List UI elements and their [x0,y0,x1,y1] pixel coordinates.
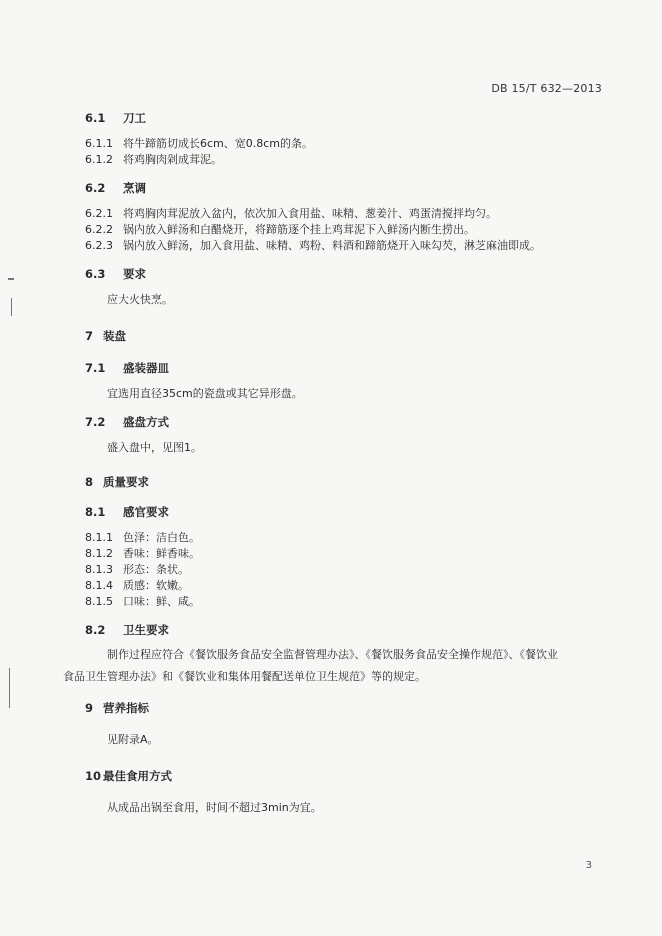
clause: 8.1.4 质感：软嫩。 [85,579,189,592]
paragraph: 应大火快烹。 [107,293,173,306]
clause: 8.1.2 香味：鲜香味。 [85,547,200,560]
chapter-heading: 10 最佳食用方式 [85,769,172,783]
section-heading: 8.1 感官要求 [85,505,169,519]
paragraph: 盛入盘中，见图1。 [107,441,202,454]
section-heading: 7.1 盛装器皿 [85,361,169,375]
section-heading: 6.2 烹调 [85,181,146,195]
clause: 6.2.1 将鸡胸肉茸泥放入盆内，依次加入食用盐、味精、葱姜汁、鸡蛋清搅拌均匀。 [85,207,497,220]
section-heading: 6.1 刀工 [85,111,146,125]
scan-mark [11,298,12,316]
clause: 8.1.3 形态：条状。 [85,563,189,576]
paragraph: 制作过程应符合《餐饮服务食品安全监督管理办法》、《餐饮服务食品安全操作规范》、《餐饮业 食品卫生管理办法》和《餐饮业和集体用餐配送单位卫生规范》等的规定。 [63,648,558,683]
clause: 8.1.5 口味：鲜、咸。 [85,595,200,608]
paragraph: 从成品出锅至食用，时间不超过3min为宜。 [107,801,322,814]
document-body [63,108,605,816]
clause: 6.2.3 锅内放入鲜汤，加入食用盐、味精、鸡粉、料酒和蹄筋烧开入味勾芡，淋芝麻油即成。 [85,239,541,252]
paragraph: 见附录A。 [107,733,159,746]
section-heading: 6.3 要求 [85,267,146,281]
chapter-heading: 9 营养指标 [85,701,149,715]
paragraph: 宜选用直径35cm的瓷盘或其它异形盘。 [107,387,303,400]
clause: 8.1.1 色泽：洁白色。 [85,531,200,544]
standard-code: DB 15/T 632—2013 [491,82,602,95]
section-heading: 8.2 卫生要求 [85,623,169,637]
page-number: 3 [585,860,592,871]
section-heading: 7.2 盛盘方式 [85,415,169,429]
scan-mark [8,278,14,280]
clause: 6.1.1 将牛蹄筋切成长6cm、宽0.8cm的条。 [85,137,314,150]
chapter-heading: 8 质量要求 [85,475,149,489]
scan-mark [9,668,10,708]
clause: 6.1.2 将鸡胸肉剁成茸泥。 [85,153,222,166]
clause: 6.2.2 锅内放入鲜汤和白醋烧开，将蹄筋逐个挂上鸡茸泥下入鲜汤内断生捞出。 [85,223,475,236]
chapter-heading: 7 装盘 [85,329,126,343]
